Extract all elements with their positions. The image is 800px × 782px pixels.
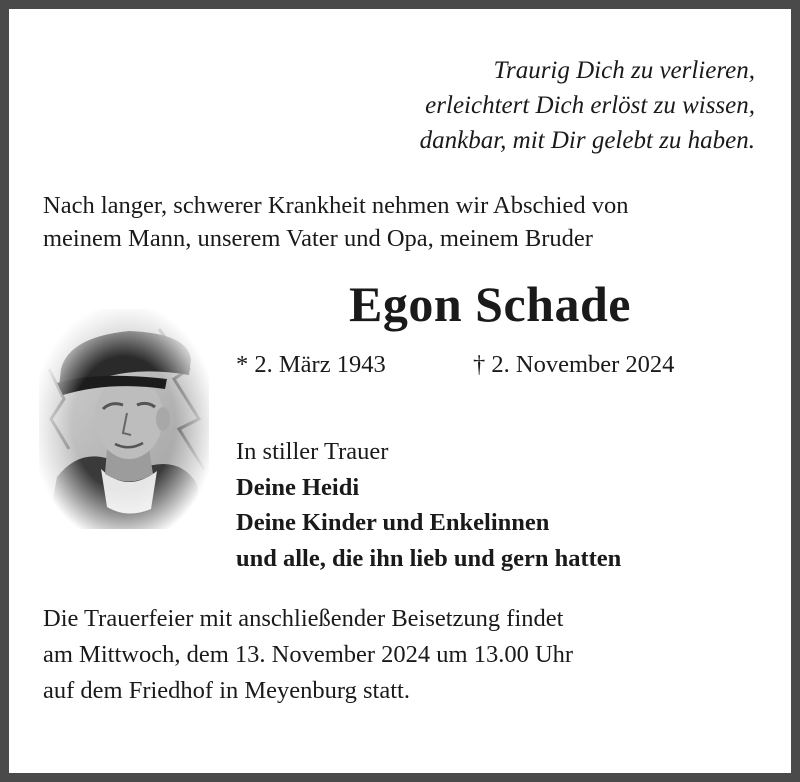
- birth-date: * 2. März 1943: [236, 351, 386, 378]
- intro-line: Nach langer, schwerer Krankheit nehmen wir Abschied von: [43, 192, 629, 219]
- funeral-line: auf dem Friedhof in Meyenburg statt.: [43, 677, 410, 704]
- death-date: † 2. November 2024: [473, 351, 675, 378]
- mourners-block: [236, 434, 621, 576]
- funeral-line: Die Trauerfeier mit anschließender Beisetzung findet: [43, 605, 564, 632]
- intro-line: meinem Mann, unserem Vater und Opa, meinem Bruder: [43, 225, 593, 252]
- funeral-line: am Mittwoch, dem 13. November 2024 um 13.00 Uhr: [43, 641, 574, 668]
- memorial-verse: [420, 53, 755, 158]
- mourner-line: und alle, die ihn lieb und gern hatten: [236, 544, 622, 572]
- farewell-intro: [43, 189, 628, 255]
- mourner-line: Deine Kinder und Enkelinnen: [236, 509, 550, 536]
- mourner-line: Deine Heidi: [236, 473, 360, 501]
- mourners-heading: In stiller Trauer: [236, 438, 389, 465]
- verse-line: erleichtert Dich erlöst zu wissen,: [425, 92, 755, 119]
- portrait-photo: [39, 309, 209, 529]
- verse-line: Traurig Dich zu verlieren,: [493, 57, 755, 84]
- funeral-details: [43, 601, 573, 709]
- verse-line: dankbar, mit Dir gelebt zu haben.: [419, 127, 755, 154]
- deceased-name: Egon Schade: [349, 276, 631, 332]
